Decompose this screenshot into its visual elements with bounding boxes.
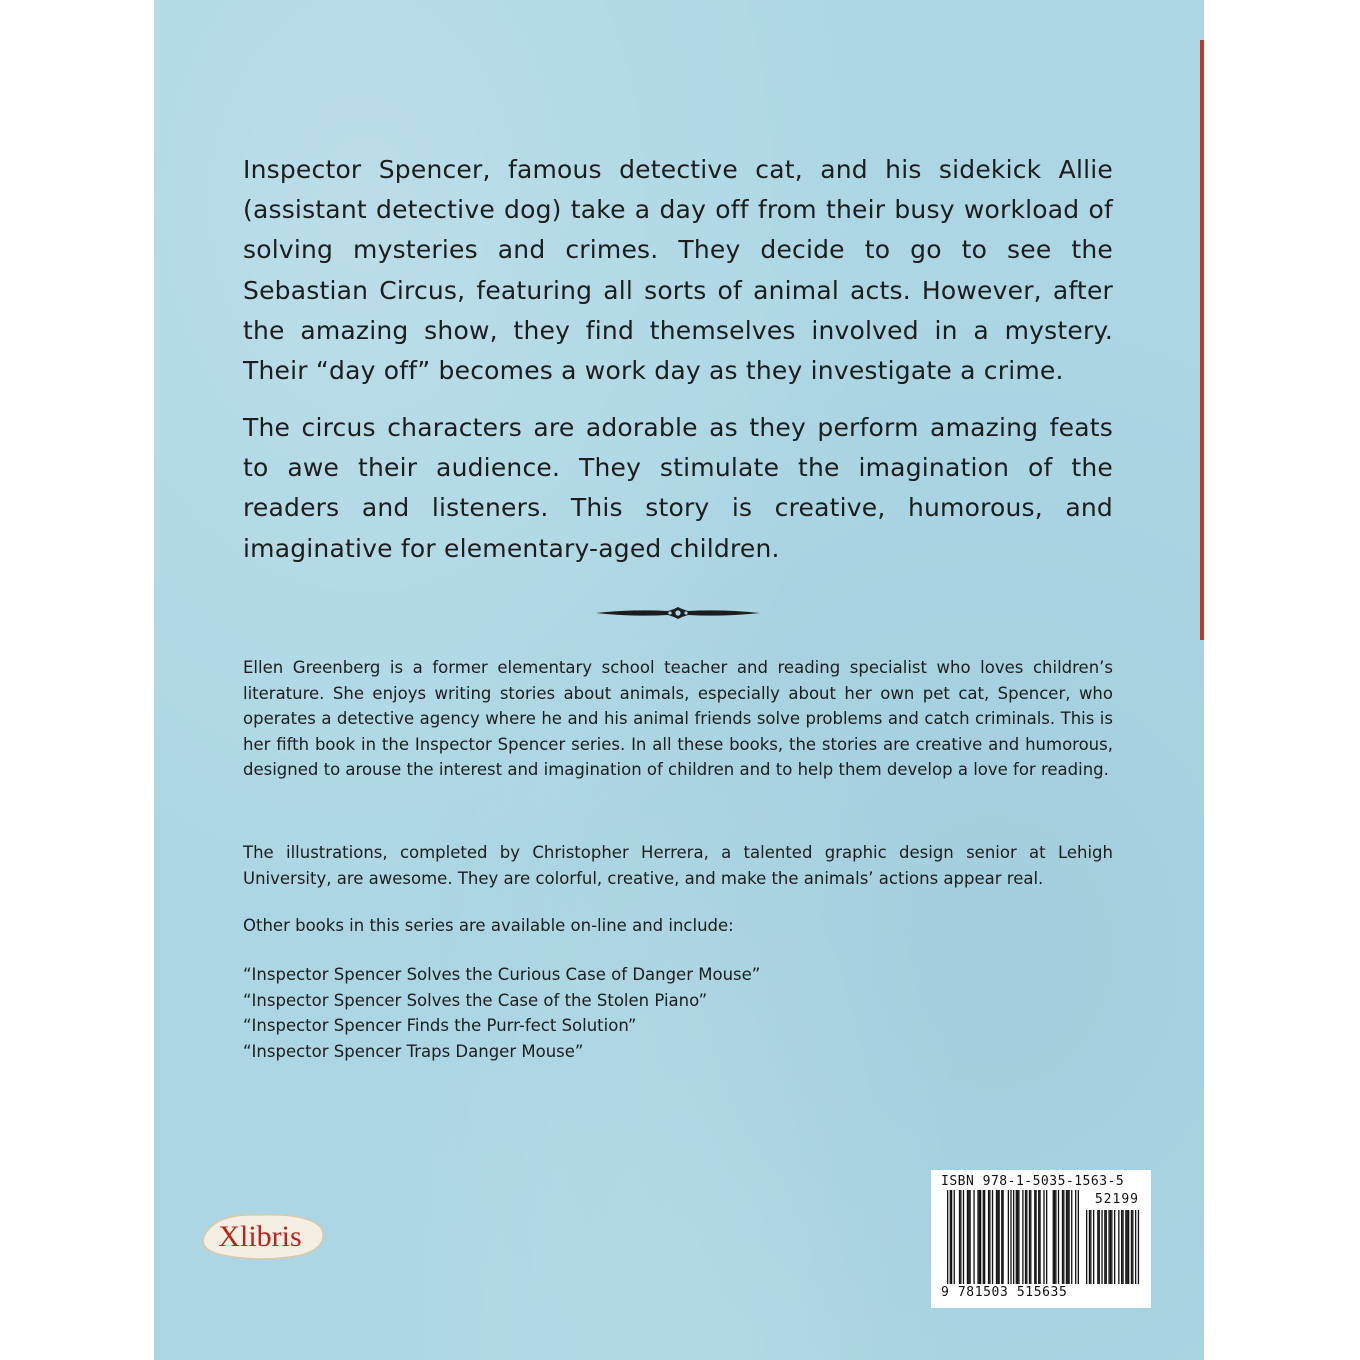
- author-bio: Ellen Greenberg is a former elementary school teacher and reading specialist who loves children’s literature. She enjoys writing stories about animals, especially about her own pet cat, Spencer, who operates a detective agency where he and his animal friends solve problems and catch criminals. This is her fifth book in the Inspector Spencer series. In all these books, the stories are creative and humorous, designed to arouse the interest and imagination of children and to help them develop a love for reading.: [243, 658, 1113, 779]
- book-back-cover: [154, 0, 1204, 1360]
- series-book-title: “Inspector Spencer Finds the Purr-fect Solution”: [243, 1016, 637, 1035]
- blurb-paragraph-1: Inspector Spencer, famous detective cat, and his sidekick Allie (assistant detective dog) take a day off from their busy workload of solving mysteries and crimes. They decide to go to see the Sebastian Circus, featuring all sorts of animal acts. However, after the amazing show, they find themselves involved in a mystery. Their “day off” becomes a work day as they investigate a crime.: [243, 155, 1113, 386]
- price-code: 52199: [1094, 1192, 1139, 1207]
- ornamental-divider-icon: [594, 603, 762, 623]
- isbn-label: ISBN 978-1-5035-1563-5: [941, 1174, 1125, 1189]
- barcode-digits: 9 781503 515635: [941, 1285, 1068, 1300]
- illustrator-note: The illustrations, completed by Christopher Herrera, a talented graphic design senior at Lehigh University, are awesome. They are colorful, creative, and make the animals’ actions appear real.: [243, 843, 1113, 888]
- publisher-name: Xlibris: [218, 1220, 302, 1253]
- barcode: [931, 1170, 1151, 1308]
- publisher-logo: [198, 1211, 328, 1261]
- series-book-title: “Inspector Spencer Solves the Curious Case of Danger Mouse”: [243, 965, 761, 984]
- series-intro: Other books in this series are available on-line and include:: [243, 916, 734, 935]
- blurb-paragraph-2: The circus characters are adorable as they perform amazing feats to awe their audience. They stimulate the imagination of the readers and listeners. This story is creative, humorous, and imaginative for elementary-aged children.: [243, 413, 1113, 563]
- series-book-title: “Inspector Spencer Traps Danger Mouse”: [243, 1041, 584, 1061]
- spine-edge: [1200, 40, 1204, 640]
- series-book-title: “Inspector Spencer Solves the Case of the Stolen Piano”: [243, 990, 708, 1010]
- series-book-list: [243, 962, 760, 1064]
